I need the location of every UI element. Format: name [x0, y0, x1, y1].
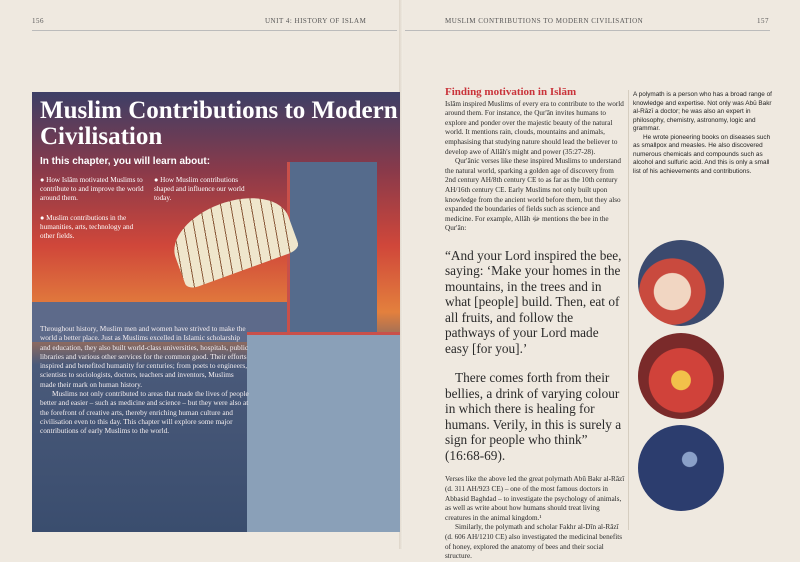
- header-rule: [32, 30, 397, 31]
- column-divider: [628, 90, 629, 530]
- learn-heading: In this chapter, you will learn about:: [40, 156, 211, 167]
- quran-quote: [445, 248, 625, 464]
- building-illustration: [247, 332, 400, 532]
- running-header-right: MUSLIM CONTRIBUTIONS TO MODERN CIVILISATION: [445, 17, 644, 25]
- paragraph: Muslims not only contributed to areas that made the lives of people better and easier – such as medicine and science – but they were also at the forefront of creative arts, thereby enriching human culture and civilisation even to this day. This chapter will explore some major contributions of early Muslims to the world.: [40, 389, 249, 436]
- section-heading: Finding motivation in Islām: [445, 86, 577, 98]
- doctor-illustration: [638, 240, 724, 326]
- chapter-title: Muslim Contributions to Modern Civilisation: [40, 97, 398, 150]
- bullet-text: How Muslim contributions shaped and influence our world today.: [154, 176, 245, 202]
- intro-text: [40, 324, 250, 436]
- paragraph: Throughout history, Muslim men and women have strived to make the world a better place. Just as Muslims excelled in Islamic scholarship and education, they also built world-class universities, hospitals, public libraries and various other services for the common good. Their efforts inspired and benefited humanity for centuries; from poets to engineers, scientists to sociologists, doctors, teachers and inventors, Muslims made their mark on human history.: [40, 324, 249, 389]
- learning-bullet: ● How Islām motivated Muslims to contribute to and improve the world around them.: [40, 176, 144, 202]
- bullet-text: How Islām motivated Muslims to contribute to and improve the world around them.: [40, 176, 144, 202]
- bullet-text: Muslim contributions in the humanities, arts, technology and other fields.: [40, 214, 134, 240]
- chapter-opener-illustration: [32, 92, 400, 532]
- quote-part: “And your Lord inspired the bee, saying: ‘Make your homes in the mountains, in the trees and in what [people] build. Then, eat of all fruits, and follow the pathways of your Lord made easy [for you].’: [445, 247, 622, 356]
- main-column: [445, 88, 625, 562]
- chemistry-illustration: [638, 333, 724, 419]
- page-number-right: 157: [757, 17, 769, 25]
- astronomy-illustration: [638, 425, 724, 511]
- paragraph: Qur'ānic verses like these inspired Muslims to understand the natural world, sparking a golden age of discovery from 2nd century AH/8th century CE to as far as the 10th century AH/16th century CE. Early Muslims not only built upon knowledge from the ancient world before them, but they also expanded the boundaries of fields such as science and medicine. For example, Allāh ﷻ mentions the bee in the Qur'ān:: [445, 157, 621, 233]
- paragraph: Islām inspired Muslims of every era to contribute to the world around them. For instance, the Qur'ān invites humans to explore and ponder over the majestic beauty of the natural world. It mentions rain, clouds, mountains and animals, emphasising that studying nature should lead the believer to develop awe of Allāh's might and power (35:27-28).: [445, 99, 624, 156]
- header-rule: [405, 30, 770, 31]
- paragraph: Similarly, the polymath and scholar Fakhr al-Dīn al-Rāzī (d. 606 AH/1210 CE) also investigated the medicinal benefits of honey, explored the anatomy of bees and their social structure.: [445, 523, 623, 561]
- paragraph: Verses like the above led the great polymath Abū Bakr al-Rāzī (d. 311 AH/923 CE) – one of the most famous doctors in Abbasid Baghdad – to investigate the psychology of animals, as well as write about how humans should treat living creatures in the animal kingdom.¹: [445, 475, 625, 522]
- learning-bullet: ● How Muslim contributions shaped and influence our world today.: [154, 176, 245, 202]
- quote-part: There comes forth from their bellies, a drink of varying colour in which there is healing for humans. Verily, in this is surely a sign for people who think” (16:68-69).: [445, 370, 622, 463]
- sidebar-paragraph: He wrote pioneering books on diseases such as smallpox and measles. He also discovered numerous chemicals and compounds such as alcohol and sulfuric acid. And this is only a small list of his achievements and contributions.: [633, 133, 771, 175]
- sidebar-note: [633, 91, 773, 176]
- page-number-left: 156: [32, 17, 44, 25]
- running-header-left: UNIT 4: HISTORY OF ISLAM: [265, 17, 367, 25]
- learning-bullet: ● Muslim contributions in the humanities, arts, technology and other fields.: [40, 214, 134, 240]
- sidebar-paragraph: A polymath is a person who has a broad range of knowledge and expertise. Not only was Abū Bakr al-Rāzī a doctor; he was also an expert in philosophy, chemistry, astronomy, logic and grammar.: [633, 91, 772, 132]
